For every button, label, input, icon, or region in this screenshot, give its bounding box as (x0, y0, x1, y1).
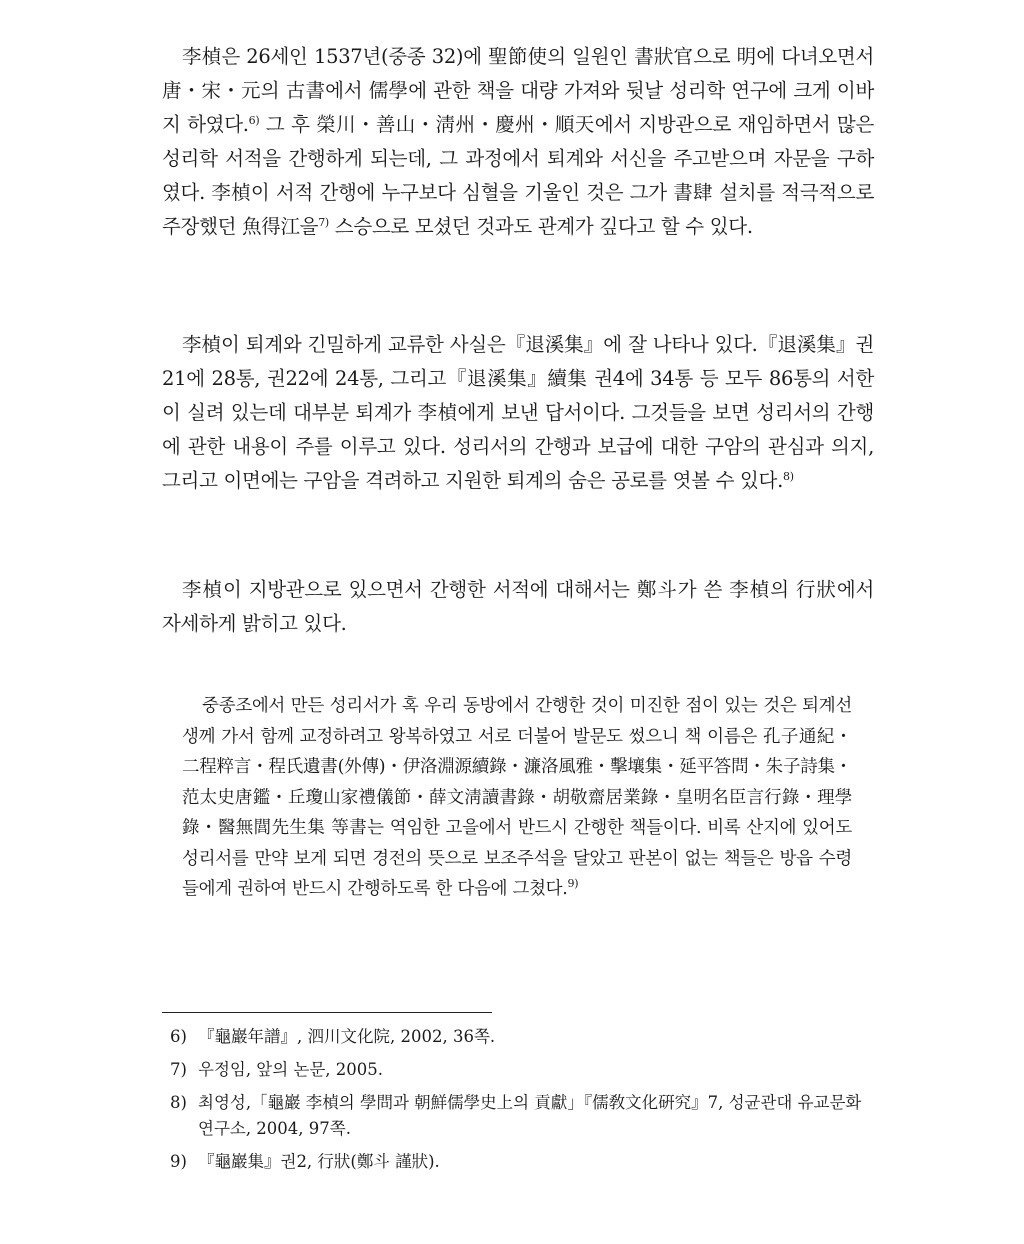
footnote-item (162, 1057, 874, 1083)
footnote-number: 8) (170, 1093, 187, 1112)
footnote-number: 7) (170, 1060, 187, 1079)
footnote-text: 『龜巖集』권2, 行狀(鄭斗 謹狀). (198, 1152, 440, 1171)
quote-text: 중종조에서 만든 성리서가 혹 우리 동방에서 간행한 것이 미진한 점이 있는 것은 퇴계선생께 가서 함께 교정하려고 왕복하였고 서로 더불어 발문도 썼으니 책 이름은 孔子通紀・二程粹言・程氏遺書(外傳)・伊洛淵源續錄・濂洛風雅・擊壤集・延平答問・朱子詩集・范太史唐鑑・丘瓊山家禮儀節・薛文淸讀書錄・胡敬齋居業錄・皇明名臣言行錄・理學錄・醫無閭先生集 等書는 역임한 고을에서 반드시 간행한 책들이다. 비록 산지에 있어도 성리서를 만약 보게 되면 경전의 뜻으로 보조주석을 달았고 판본이 없는 책들은 방읍 수령들에게 권하여 반드시 간행하도록 한 다음에 그쳤다. (182, 696, 852, 899)
footnote-divider (162, 1012, 492, 1013)
footnote-ref-9[interactable]: 9) (567, 877, 579, 890)
body-paragraph-3 (162, 573, 874, 641)
footnote-number: 6) (170, 1027, 187, 1046)
footnote-item (162, 1024, 874, 1050)
body-paragraph-1 (162, 40, 874, 244)
footnote-item (162, 1090, 874, 1142)
footnote-text: 『龜巖年譜』, 泗川文化院, 2002, 36쪽. (198, 1027, 496, 1046)
footnote-list (162, 1024, 874, 1182)
body-paragraph-2 (162, 328, 874, 498)
block-quote (182, 691, 852, 905)
footnote-ref-6[interactable]: 6) (248, 114, 260, 127)
paragraph-text: 李楨은 26세인 1537년(중종 32)에 聖節使의 일원인 書狀官으로 明에 다녀오면서 唐・宋・元의 古書에서 儒學에 관한 책을 대량 가져와 뒷날 성리학 연구에 크게 이바지 하였다. (162, 45, 874, 136)
footnote-ref-8[interactable]: 8) (783, 470, 794, 483)
paragraph-text: 그 후 榮川・善山・淸州・慶州・順天에서 지방관으로 재임하면서 많은 성리학 서적을 간행하게 되는데, 그 과정에서 퇴계와 서신을 주고받으며 자문을 구하였다. 李楨이 서적 간행에 누구보다 심혈을 기울인 것은 그가 書肆 설치를 적극적으로 주장했던 魚得江을 (162, 113, 874, 238)
footnote-text: 우정임, 앞의 논문, 2005. (198, 1060, 384, 1079)
paragraph-text: 李楨이 지방관으로 있으면서 간행한 서적에 대해서는 鄭斗가 쓴 李楨의 行狀에서 자세하게 밝히고 있다. (162, 578, 874, 635)
footnote-item (162, 1149, 874, 1175)
paragraph-text: 李楨이 퇴계와 긴밀하게 교류한 사실은『退溪集』에 잘 나타나 있다.『退溪集』권21에 28통, 권22에 24통, 그리고『退溪集』續集 권4에 34통 등 모두 86통의 서한이 실려 있는데 대부분 퇴계가 李楨에게 보낸 답서이다. 그것들을 보면 성리서의 간행에 관한 내용이 주를 이루고 있다. 성리서의 간행과 보급에 대한 구암의 관심과 의지, 그리고 이면에는 구암을 격려하고 지원한 퇴계의 숨은 공로를 엿볼 수 있다. (162, 333, 874, 492)
footnote-number: 9) (170, 1152, 187, 1171)
paragraph-text: 스승으로 모셨던 것과도 관계가 깊다고 할 수 있다. (328, 215, 753, 238)
footnote-ref-7[interactable]: 7) (318, 216, 329, 229)
footnote-text: 최영성,「龜巖 李楨의 學問과 朝鮮儒學史上의 貢獻」『儒敎文化硏究』7, 성균관대 유교문화 연구소, 2004, 97쪽. (198, 1093, 862, 1138)
